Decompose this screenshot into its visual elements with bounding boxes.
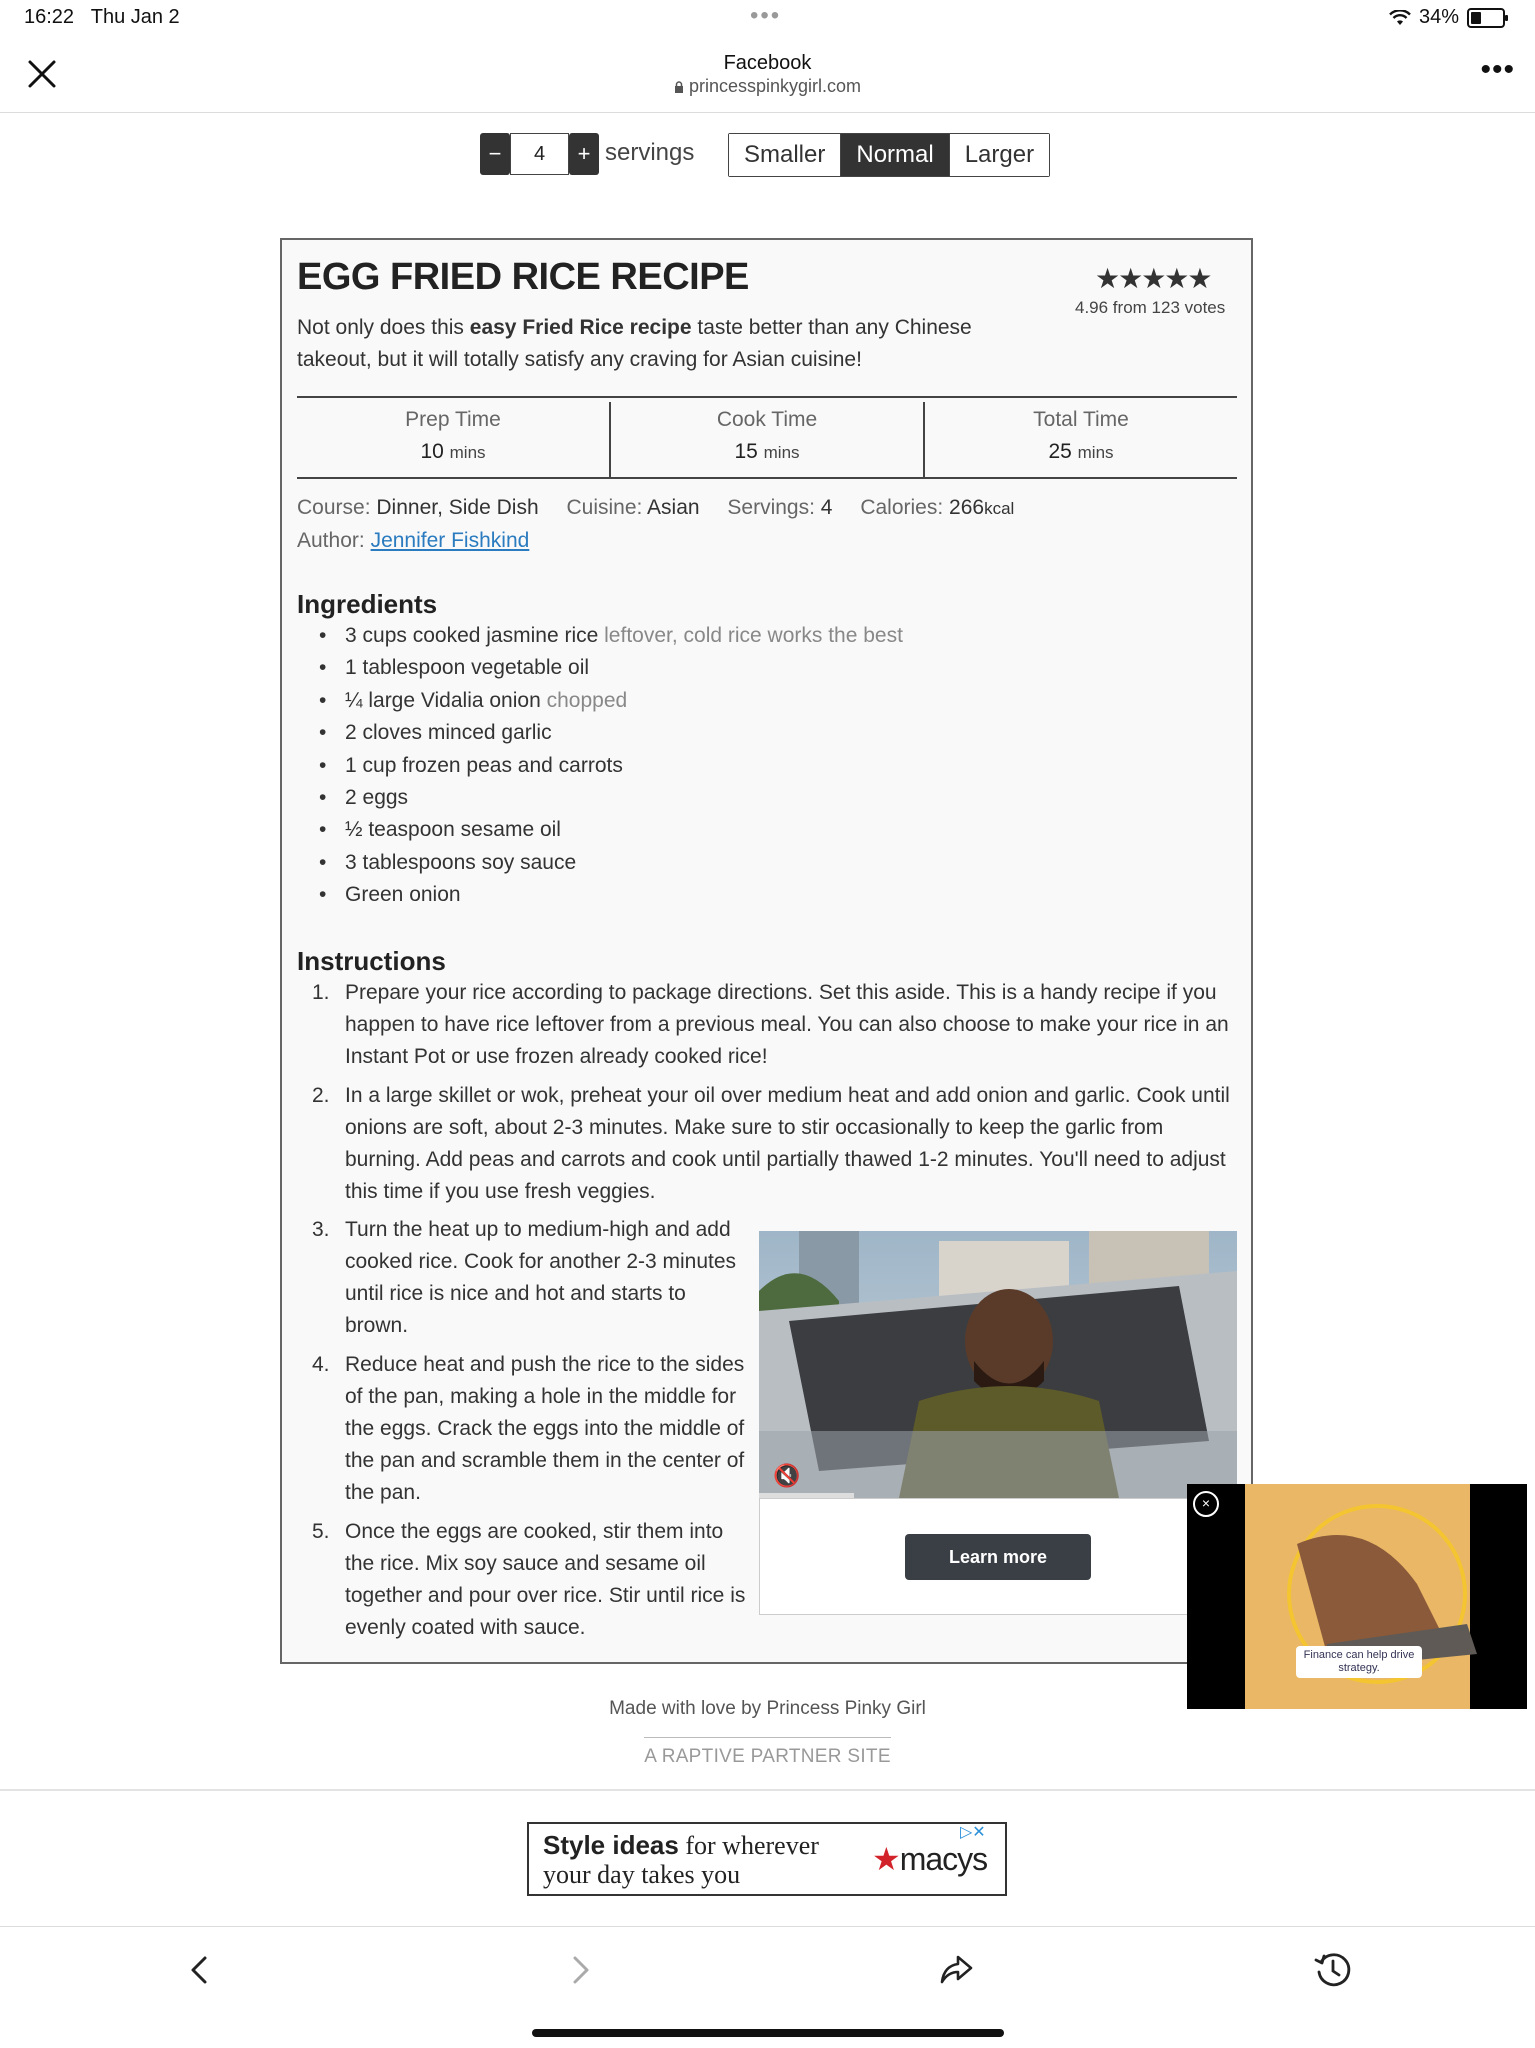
cook-time: Cook Time 15 mins: [609, 402, 923, 478]
battery-icon: [1467, 8, 1505, 28]
video-ad[interactable]: [759, 1231, 1237, 1498]
banner-ad-subline: your day takes you: [543, 1860, 741, 1889]
page-url: princesspinkygirl.com: [0, 76, 1535, 97]
recipe-times: [297, 402, 1237, 478]
recipe-summary: Not only does this easy Fried Rice recipe taste better than any Chinese takeout, but it will totally satisfy any craving for Asian cuisine!: [297, 316, 972, 371]
footer-credit: Made with love by Princess Pinky Girl: [609, 1698, 926, 1719]
ingredient-item: • 1 tablespoon vegetable oil: [297, 652, 1217, 684]
status-indicators: [1389, 6, 1505, 29]
author-link[interactable]: Jennifer Fishkind: [370, 529, 530, 552]
instructions-list-narrow: [297, 1214, 747, 1651]
banner-ad-headline: Style ideas for wherever: [543, 1830, 819, 1860]
more-options-icon[interactable]: •••: [1480, 53, 1515, 86]
multitasking-dots-icon[interactable]: •••: [750, 2, 782, 29]
toolbar-divider: [0, 1926, 1535, 1927]
page-source-title: Facebook: [723, 52, 812, 74]
battery-percent: 34%: [1418, 6, 1459, 28]
footer-rule: [644, 1737, 891, 1738]
times-bottom-rule: [297, 477, 1237, 479]
instruction-step: 1. Prepare your rice according to package directions. Set this aside. This is a handy recipe if you happen to have rice leftover from a previous meal. You can also choose to make your rice in an Instant Pot or use frozen already cooked rice!: [312, 981, 1229, 1068]
ingredient-item: • ½ teaspoon sesame oil: [297, 814, 1217, 846]
total-time: Total Time 25 mins: [923, 402, 1237, 478]
ingredient-item: • Green onion: [297, 879, 1217, 911]
instruction-step: 3. Turn the heat up to medium-high and add cooked rice. Cook for another 2-3 minutes until rice is nice and hot and starts to brown.: [312, 1218, 737, 1337]
ingredients-heading: Ingredients: [297, 589, 438, 619]
ingredient-item: • 1 cup frozen peas and carrots: [297, 750, 1217, 782]
status-time: 16:22 Thu Jan 2: [24, 6, 180, 28]
wifi-icon: [1389, 10, 1411, 26]
size-smaller-button[interactable]: Smaller: [729, 134, 841, 176]
lock-icon: [674, 81, 684, 93]
header-divider: [0, 112, 1535, 113]
video-ad-image: [759, 1231, 1237, 1498]
ingredients-list: [297, 620, 1217, 912]
ingredient-item: • 3 tablespoons soy sauce: [297, 847, 1217, 879]
servings-decrease-button[interactable]: −: [480, 133, 510, 175]
servings-label: servings: [605, 139, 695, 166]
size-larger-button[interactable]: Larger: [950, 134, 1049, 176]
ingredient-item: • 2 cloves minced garlic: [297, 717, 1217, 749]
svg-text:🔇: 🔇: [773, 1464, 801, 1489]
back-icon[interactable]: [180, 1950, 220, 1990]
footer-divider: [0, 1789, 1535, 1791]
rating-text: 4.96 from 123 votes: [1075, 298, 1226, 317]
macys-logo: ★macys: [872, 1841, 988, 1877]
partner-site-label: A RAPTIVE PARTNER SITE: [644, 1746, 891, 1767]
times-top-rule: [297, 396, 1237, 398]
share-icon[interactable]: [936, 1950, 976, 1990]
instruction-step: 5. Once the eggs are cooked, stir them into the rice. Mix soy sauce and sesame oil together and pour over rice. Stir until rice is evenly coated with sauce.: [312, 1520, 746, 1639]
servings-increase-button[interactable]: +: [569, 133, 599, 175]
recipe-meta: Course: Dinner, Side Dish Cuisine: Asian Servings: 4 Calories: 266kcal: [297, 496, 1015, 519]
history-icon[interactable]: [1313, 1950, 1353, 1990]
instruction-step: 4. Reduce heat and push the rice to the sides of the pan, making a hole in the middle for the eggs. Crack the eggs into the middle of the pan and scramble them in the center of the pan.: [312, 1353, 745, 1504]
servings-input[interactable]: 4: [510, 133, 569, 175]
adchoices-icon[interactable]: ▷✕: [960, 1824, 986, 1841]
prep-time: Prep Time 10 mins: [405, 408, 501, 463]
floating-ad-close-button[interactable]: ×: [1193, 1491, 1219, 1517]
forward-icon[interactable]: [560, 1950, 600, 1990]
instructions-heading: Instructions: [297, 946, 446, 976]
ingredient-item: • 2 eggs: [297, 782, 1217, 814]
recipe-author: Author: Jennifer Fishkind: [297, 529, 530, 552]
size-normal-button[interactable]: Normal: [841, 134, 949, 176]
floating-ad-caption: Finance can help drive strategy.: [1296, 1646, 1422, 1678]
rating-stars[interactable]: ★★★★★: [1095, 263, 1211, 294]
instructions-list-full: [297, 977, 1237, 1215]
ingredient-item: • 3 cups cooked jasmine rice leftover, cold rice works the best: [297, 620, 1217, 652]
size-toggle-group: [728, 133, 1050, 177]
recipe-title: EGG FRIED RICE RECIPE: [297, 256, 749, 298]
instruction-step: 2. In a large skillet or wok, preheat your oil over medium heat and add onion and garlic. Cook until onions are soft, about 2-3 minutes. Make sure to stir occasionally to keep the garlic from burning. Add peas and carrots and cook until partially thawed 1-2 minutes. You'll need to adjust this time if you use fresh veggies.: [312, 1084, 1230, 1203]
learn-more-button[interactable]: Learn more: [905, 1534, 1091, 1580]
ingredient-item: • ¼ large Vidalia onion chopped: [297, 685, 1217, 717]
home-indicator[interactable]: [532, 2029, 1004, 2037]
